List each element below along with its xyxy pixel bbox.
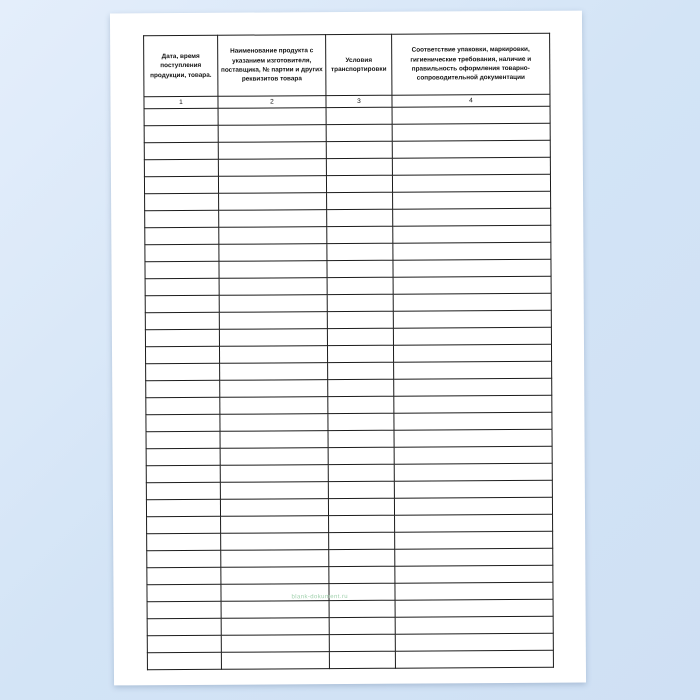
table-cell[interactable] <box>328 413 394 430</box>
table-cell[interactable] <box>394 497 552 515</box>
table-cell[interactable] <box>327 209 393 226</box>
table-cell[interactable] <box>327 328 393 345</box>
paper-sheet <box>110 11 586 686</box>
table-cell[interactable] <box>328 481 394 498</box>
table-cell[interactable] <box>329 532 395 549</box>
table-cell[interactable] <box>146 397 220 414</box>
table-cell[interactable] <box>220 499 328 517</box>
table-cell[interactable] <box>395 616 553 634</box>
table-cell[interactable] <box>392 106 550 124</box>
table-cell[interactable] <box>147 567 221 584</box>
table-cell[interactable] <box>147 618 221 635</box>
table-cell[interactable] <box>145 261 219 278</box>
column-header-3: Условия транспортировки <box>326 34 392 95</box>
table-cell[interactable] <box>219 261 327 279</box>
document-body <box>143 33 553 663</box>
table-cell[interactable] <box>327 226 393 243</box>
table-cell[interactable] <box>220 431 328 449</box>
table-cell[interactable] <box>328 362 394 379</box>
table-cell[interactable] <box>144 125 218 142</box>
table-cell[interactable] <box>145 210 219 227</box>
table-cell[interactable] <box>144 159 218 176</box>
table-cell[interactable] <box>329 583 395 600</box>
table-cell[interactable] <box>218 176 326 194</box>
table-cell[interactable] <box>326 141 392 158</box>
table-cell[interactable] <box>393 276 551 294</box>
table-cell[interactable] <box>221 618 329 636</box>
table-cell[interactable] <box>220 465 328 483</box>
table-cell[interactable] <box>221 533 329 551</box>
table-cell[interactable] <box>146 380 220 397</box>
table-cell[interactable] <box>393 344 551 362</box>
table-cell[interactable] <box>393 242 551 260</box>
log-table <box>143 33 554 670</box>
table-cell[interactable] <box>145 193 219 210</box>
table-cell[interactable] <box>221 635 329 653</box>
table-cell[interactable] <box>219 227 327 245</box>
table-cell[interactable] <box>218 125 326 143</box>
table-cell[interactable] <box>221 584 329 602</box>
table-cell[interactable] <box>327 192 393 209</box>
table-cell[interactable] <box>145 329 219 346</box>
table-cell[interactable] <box>394 446 552 464</box>
table-cell[interactable] <box>328 379 394 396</box>
table-cell[interactable] <box>147 584 221 601</box>
table-cell[interactable] <box>329 566 395 583</box>
table-cell[interactable] <box>326 124 392 141</box>
table-cell[interactable] <box>221 652 329 670</box>
table-cell[interactable] <box>145 346 219 363</box>
column-header-1: Дата, время поступления продукции, товара. <box>144 35 218 96</box>
table-cell[interactable] <box>392 174 550 192</box>
table-cell[interactable] <box>218 108 326 126</box>
table-cell[interactable] <box>144 176 218 193</box>
table-cell[interactable] <box>328 430 394 447</box>
table-cell[interactable] <box>219 312 327 330</box>
table-cell[interactable] <box>328 396 394 413</box>
table-cell[interactable] <box>394 378 552 396</box>
table-cell[interactable] <box>392 140 550 158</box>
table-cell[interactable] <box>393 327 551 345</box>
table-cell[interactable] <box>219 210 327 228</box>
table-cell[interactable] <box>218 142 326 160</box>
table-cell[interactable] <box>394 412 552 430</box>
table-cell[interactable] <box>218 159 326 177</box>
table-cell[interactable] <box>147 601 221 618</box>
column-header-4: Соответствие упаковки, маркировки, гигиенические требования, наличие и правильность оформления товарно-сопроводительной документации <box>392 33 550 95</box>
table-cell[interactable] <box>394 480 552 498</box>
table-cell[interactable] <box>394 361 552 379</box>
table-cell[interactable] <box>329 549 395 566</box>
table-cell[interactable] <box>147 635 221 652</box>
table-cell[interactable] <box>146 499 220 516</box>
table-cell[interactable] <box>395 565 553 583</box>
table-cell[interactable] <box>144 108 218 125</box>
table-cell[interactable] <box>145 227 219 244</box>
table-cell[interactable] <box>326 107 392 124</box>
table-cell[interactable] <box>145 312 219 329</box>
table-cell[interactable] <box>327 260 393 277</box>
table-cell[interactable] <box>219 346 327 364</box>
table-cell[interactable] <box>219 193 327 211</box>
table-cell[interactable] <box>146 448 220 465</box>
table-cell[interactable] <box>395 633 553 651</box>
table-header <box>144 33 550 108</box>
table-cell[interactable] <box>328 447 394 464</box>
table-cell[interactable] <box>146 431 220 448</box>
table-cell[interactable] <box>395 650 553 668</box>
table-cell[interactable] <box>145 295 219 312</box>
table-cell[interactable] <box>220 380 328 398</box>
table-cell[interactable] <box>220 363 328 381</box>
table-row <box>147 650 553 669</box>
table-header-row <box>144 33 550 96</box>
table-cell[interactable] <box>394 395 552 413</box>
table-cell[interactable] <box>219 278 327 296</box>
table-cell[interactable] <box>327 294 393 311</box>
table-cell[interactable] <box>328 498 394 515</box>
table-cell[interactable] <box>221 601 329 619</box>
table-body <box>144 106 553 669</box>
table-cell[interactable] <box>394 429 552 447</box>
column-number-3: 3 <box>326 95 392 107</box>
column-number-4: 4 <box>392 94 550 107</box>
table-cell[interactable] <box>327 277 393 294</box>
table-cell[interactable] <box>326 158 392 175</box>
table-cell[interactable] <box>327 311 393 328</box>
table-cell[interactable] <box>395 582 553 600</box>
table-cell[interactable] <box>329 634 395 651</box>
table-cell[interactable] <box>221 550 329 568</box>
table-cell[interactable] <box>395 599 553 617</box>
table-cell[interactable] <box>147 550 221 567</box>
table-cell[interactable] <box>329 651 395 668</box>
table-cell[interactable] <box>327 345 393 362</box>
table-cell[interactable] <box>393 191 551 209</box>
table-cell[interactable] <box>394 463 552 481</box>
table-cell[interactable] <box>329 600 395 617</box>
table-cell[interactable] <box>219 244 327 262</box>
table-cell[interactable] <box>395 531 553 549</box>
table-cell[interactable] <box>146 465 220 482</box>
table-cell[interactable] <box>395 514 553 532</box>
table-cell[interactable] <box>327 243 393 260</box>
table-cell[interactable] <box>146 482 220 499</box>
column-number-2: 2 <box>218 96 326 109</box>
table-cell[interactable] <box>392 157 550 175</box>
table-cell[interactable] <box>393 208 551 226</box>
watermark-text: blank-dokument.ru <box>291 594 349 601</box>
table-cell[interactable] <box>221 567 329 585</box>
table-cell[interactable] <box>393 259 551 277</box>
table-cell[interactable] <box>329 515 395 532</box>
table-cell[interactable] <box>147 652 221 669</box>
column-number-1: 1 <box>144 96 218 108</box>
table-cell[interactable] <box>395 548 553 566</box>
table-cell[interactable] <box>326 175 392 192</box>
table-cell[interactable] <box>221 516 329 534</box>
table-cell[interactable] <box>220 448 328 466</box>
table-cell[interactable] <box>147 516 221 533</box>
table-cell[interactable] <box>219 295 327 313</box>
table-cell[interactable] <box>147 533 221 550</box>
table-cell[interactable] <box>329 617 395 634</box>
table-cell[interactable] <box>328 464 394 481</box>
table-cell[interactable] <box>393 225 551 243</box>
table-cell[interactable] <box>219 329 327 347</box>
table-cell[interactable] <box>393 293 551 311</box>
column-header-2: Наименование продукта с указанием изготовителя, поставщика, № партии и других реквизитов товара <box>218 35 326 97</box>
table-cell[interactable] <box>145 278 219 295</box>
table-cell[interactable] <box>144 142 218 159</box>
table-cell[interactable] <box>145 244 219 261</box>
table-cell[interactable] <box>146 363 220 380</box>
table-cell[interactable] <box>220 414 328 432</box>
table-cell[interactable] <box>220 397 328 415</box>
table-cell[interactable] <box>146 414 220 431</box>
table-cell[interactable] <box>392 123 550 141</box>
table-cell[interactable] <box>393 310 551 328</box>
table-cell[interactable] <box>220 482 328 500</box>
